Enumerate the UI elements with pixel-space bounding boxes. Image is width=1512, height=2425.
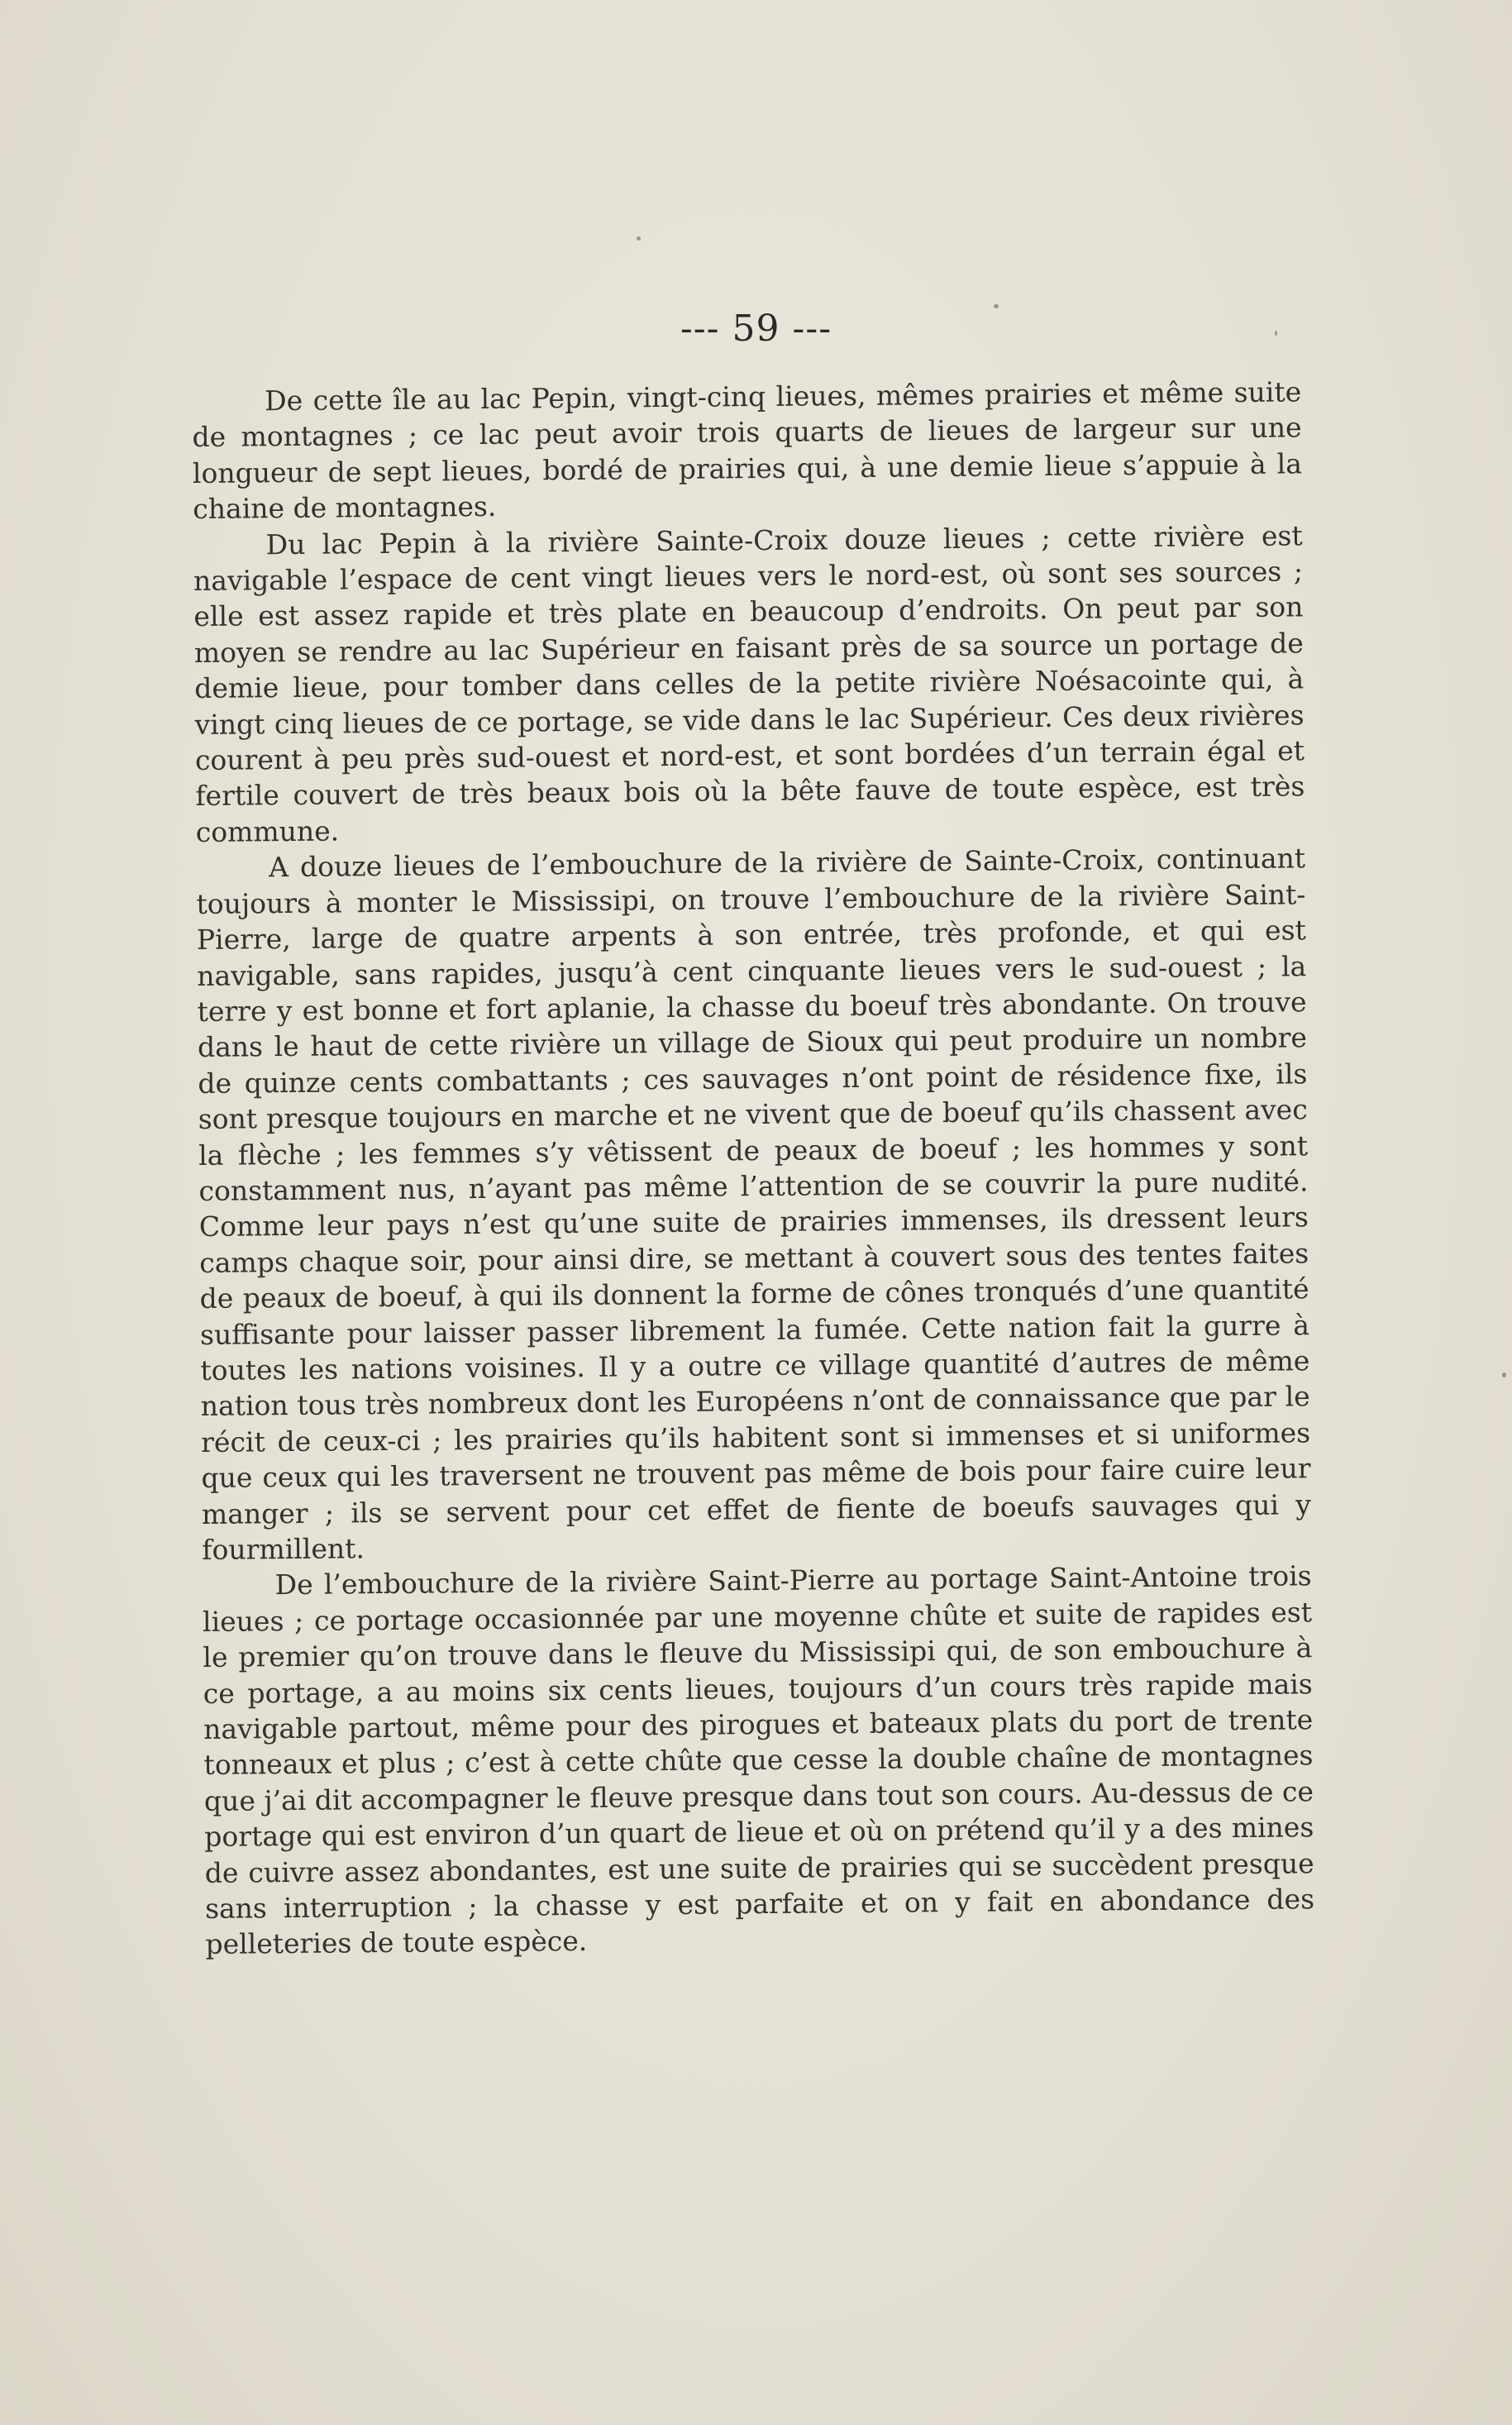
paper-speck xyxy=(994,304,999,308)
paragraph-1: De cette île au lac Pepin, vingt-cinq lieues, mêmes prairies et même suite de montagnes ; ce lac peut avoir trois quarts de lieues de largeur sur une longueur de sept lieues, bordé de prairies qui, à une demie lieue s’appuie à la chaine de montagnes. xyxy=(192,375,1303,526)
page-number: --- 59 --- xyxy=(680,308,832,350)
paragraph-2: Du lac Pepin à la rivière Sainte-Croix douze lieues ; cette rivière est navigable l’espace de cent vingt lieues vers le nord-est, où sont ses sources ; elle est assez rapide et très plate en beaucoup d’endroits. On peut par son moyen se rendre au lac Supérieur en faisant près de sa source un portage de demie lieue, pour tomber dans celles de la petite rivière Noésacointe qui, à vingt cinq lieues de ce portage, se vide dans le lac Supérieur. Ces deux rivières courent à peu près sud-ouest et nord-est, et sont bordées d’un terrain égal et fertile couvert de très beaux bois où la bête fauve de toute espèce, est très commune. xyxy=(193,518,1305,848)
paragraph-3: A douze lieues de l’embouchure de la rivière de Sainte-Croix, continuant toujours à monter le Mississipi, on trouve l’embouchure de la rivière Saint-Pierre, large de quatre arpents à son entrée, très profonde, et qui est navigable, sans rapides, jusqu’à cent cinquante lieues vers le sud-ouest ; la terre y est bonne et fort aplanie, la chasse du boeuf très abondante. On trouve dans le haut de cette rivière un village de Sioux qui peut produire un nombre de quinze cents combattants ; ces sauvages n’ont point de résidence fixe, ils sont presque toujours en marche et ne vivent que de boeuf qu’ils chassent avec la flèche ; les femmes s’y vêtissent de peaux de boeuf ; les hommes y sont constamment nus, n’ayant pas même l’attention de se couvrir la pure nudité. Comme leur pays n’est qu’une suite de prairies immenses, ils dressent leurs camps chaque soir, pour ainsi dire, se mettant à couvert sous des tentes faites de peaux de boeuf, à qui ils donnent la forme de cônes tronqués d’une quantité suffisante pour laisser passer librement la fumée. Cette nation fait la gurre à toutes les nations voisines. Il y a outre ce village quantité d’autres de même nation tous très nombreux dont les Européens n’ont de connaissance que par le récit de ceux-ci ; les prairies qu’ils habitent sont si immenses et si uniformes que ceux qui les traversent ne trouvent pas même de bois pour faire cuire leur manger ; ils se servent pour cet effet de fiente de boeufs sauvages qui y fourmillent. xyxy=(196,842,1312,1566)
body-text xyxy=(192,374,1315,1963)
paper-speck xyxy=(637,236,641,241)
paragraph-4: De l’embouchure de la rivière Saint-Pierre au portage Saint-Antoine trois lieues ; ce portage occasionnée par une moyenne chûte et suite de rapides est le premier qu’on trouve dans le fleuve du Mississipi qui, de son embouchure à ce portage, a au moins six cents lieues, toujours d’un cours très rapide mais navigable partout, même pour des pirogues et bateaux plats du port de trente tonneaux et plus ; c’est à cette chûte que cesse la double chaîne de montagnes que j’ai dit accompagner le fleuve presque dans tout son cours. Au-dessus de ce portage qui est environ d’un quart de lieue et où on prétend qu’il y a des mines de cuivre assez abondantes, est une suite de prairies qui se succèdent presque sans interruption ; la chasse y est parfaite et on y fait en abondance des pelleteries de toute espèce. xyxy=(202,1559,1315,1961)
paper-speck xyxy=(1275,331,1277,336)
paper-speck xyxy=(1502,1372,1506,1377)
